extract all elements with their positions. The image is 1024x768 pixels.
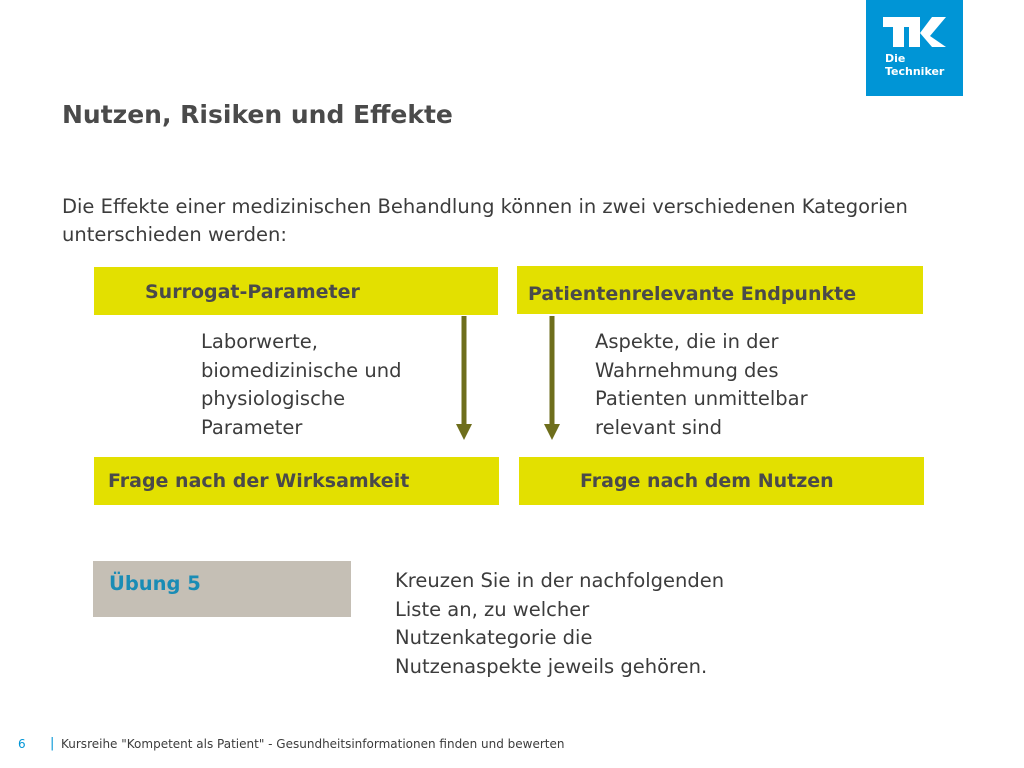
logo-text-line2: Techniker xyxy=(885,65,945,78)
logo-text-line1: Die xyxy=(885,52,906,65)
page-title: Nutzen, Risiken und Effekte xyxy=(62,100,453,129)
patient-description: Aspekte, die in der Wahrnehmung des Patienten unmittelbar relevant sind xyxy=(595,330,808,439)
surrogate-parameter-box: Surrogat-Parameter xyxy=(94,267,498,315)
intro-text: Die Effekte einer medizinischen Behandlung können in zwei verschiedenen Kategorien unterschieden werden: xyxy=(62,195,908,246)
patient-endpoints-box: Patientenrelevante Endpunkte xyxy=(517,266,923,314)
tk-logo-mark xyxy=(866,0,963,96)
exercise-label: Übung 5 xyxy=(93,561,351,617)
page-number: 6 xyxy=(18,737,26,751)
surrogate-description: Laborwerte, biomedizinische und physiologische Parameter xyxy=(201,330,402,439)
exercise-task-text: Kreuzen Sie in der nachfolgenden Liste an, zu welcher Nutzenkategorie die Nutzenaspekte jeweils gehören. xyxy=(395,569,725,678)
footer-text: Kursreihe "Kompetent als Patient" - Gesundheitsinformationen finden und bewerten xyxy=(61,737,565,751)
tk-logo xyxy=(866,0,963,96)
down-arrow-left-icon xyxy=(454,316,474,442)
down-arrow-right-icon xyxy=(542,316,562,442)
footer-separator: | xyxy=(50,736,55,751)
benefit-question-box: Frage nach dem Nutzen xyxy=(519,457,924,505)
effectiveness-question-box: Frage nach der Wirksamkeit xyxy=(94,457,499,505)
